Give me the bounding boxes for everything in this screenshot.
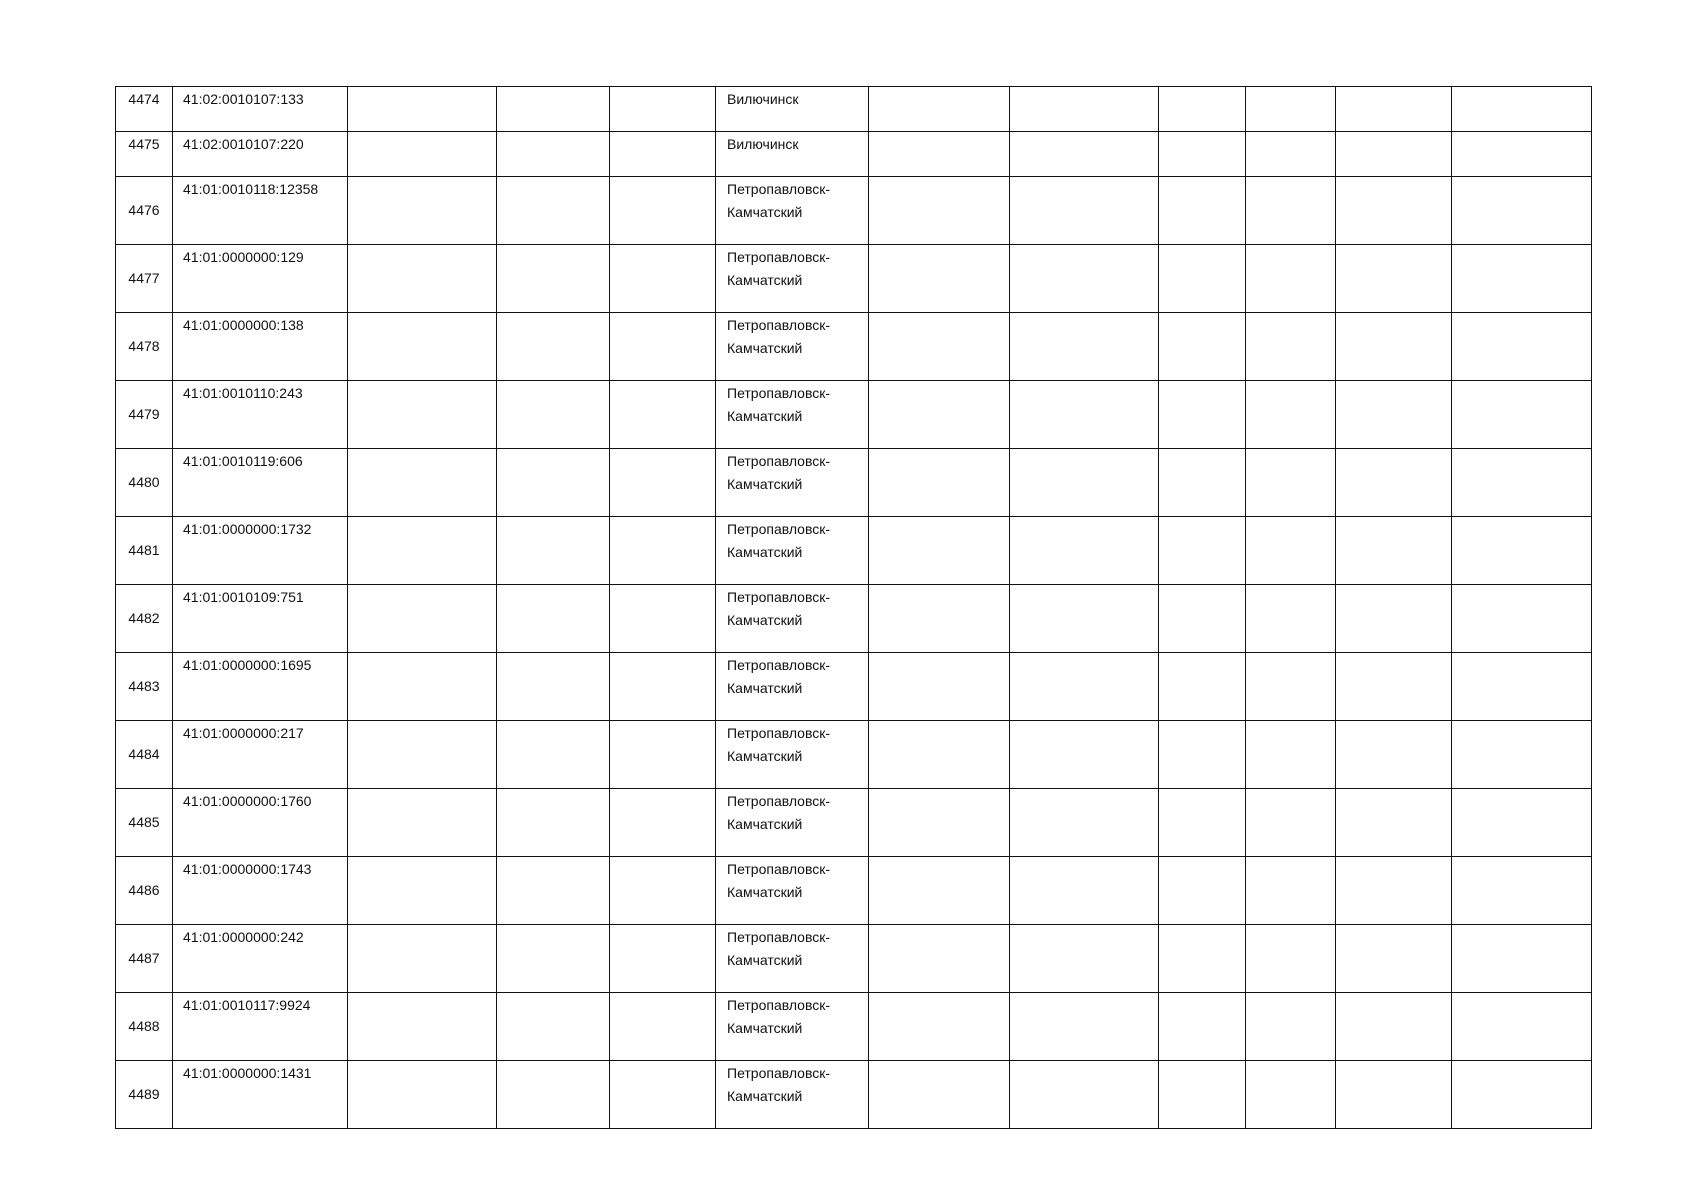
empty-cell bbox=[497, 585, 610, 653]
empty-cell bbox=[869, 789, 1010, 857]
city-cell: Петропавловск-Камчатский bbox=[716, 789, 869, 857]
empty-cell bbox=[869, 721, 1010, 789]
empty-cell bbox=[1336, 381, 1452, 449]
empty-cell bbox=[1010, 381, 1159, 449]
table-row bbox=[116, 993, 1592, 1061]
table-row bbox=[116, 449, 1592, 517]
row-number: 4485 bbox=[116, 789, 173, 857]
empty-cell bbox=[1452, 517, 1592, 585]
empty-cell bbox=[1336, 313, 1452, 381]
cadastral-number-cell: 41:01:0000000:217 bbox=[173, 721, 348, 789]
cadastral-number-cell: 41:01:0000000:1732 bbox=[173, 517, 348, 585]
empty-cell bbox=[1159, 585, 1246, 653]
empty-cell bbox=[1010, 245, 1159, 313]
empty-cell bbox=[869, 381, 1010, 449]
city-cell: Петропавловск-Камчатский bbox=[716, 993, 869, 1061]
empty-cell bbox=[869, 313, 1010, 381]
table-row bbox=[116, 857, 1592, 925]
empty-cell bbox=[348, 381, 497, 449]
table-row bbox=[116, 245, 1592, 313]
empty-cell bbox=[1452, 87, 1592, 132]
table-row bbox=[116, 789, 1592, 857]
empty-cell bbox=[610, 381, 716, 449]
empty-cell bbox=[869, 449, 1010, 517]
city-cell: Петропавловск-Камчатский bbox=[716, 1061, 869, 1129]
empty-cell bbox=[1159, 449, 1246, 517]
cadastral-number-cell: 41:01:0000000:138 bbox=[173, 313, 348, 381]
empty-cell bbox=[497, 87, 610, 132]
empty-cell bbox=[1452, 313, 1592, 381]
empty-cell bbox=[1010, 925, 1159, 993]
empty-cell bbox=[348, 585, 497, 653]
row-number: 4474 bbox=[116, 87, 173, 132]
empty-cell bbox=[1159, 653, 1246, 721]
empty-cell bbox=[1159, 313, 1246, 381]
empty-cell bbox=[497, 313, 610, 381]
city-cell: Петропавловск-Камчатский bbox=[716, 925, 869, 993]
empty-cell bbox=[348, 789, 497, 857]
empty-cell bbox=[348, 313, 497, 381]
empty-cell bbox=[869, 585, 1010, 653]
cadastral-number-cell: 41:01:0000000:1695 bbox=[173, 653, 348, 721]
empty-cell bbox=[1246, 449, 1336, 517]
empty-cell bbox=[1452, 132, 1592, 177]
empty-cell bbox=[869, 517, 1010, 585]
empty-cell bbox=[497, 177, 610, 245]
empty-cell bbox=[610, 789, 716, 857]
city-cell: Петропавловск-Камчатский bbox=[716, 585, 869, 653]
cadastral-number-cell: 41:01:0010118:12358 bbox=[173, 177, 348, 245]
empty-cell bbox=[1452, 925, 1592, 993]
empty-cell bbox=[869, 653, 1010, 721]
empty-cell bbox=[1336, 789, 1452, 857]
empty-cell bbox=[1246, 313, 1336, 381]
empty-cell bbox=[610, 449, 716, 517]
city-cell: Петропавловск-Камчатский bbox=[716, 313, 869, 381]
empty-cell bbox=[1452, 721, 1592, 789]
empty-cell bbox=[1246, 517, 1336, 585]
cadastral-number-cell: 41:01:0010109:751 bbox=[173, 585, 348, 653]
empty-cell bbox=[1336, 517, 1452, 585]
table-row bbox=[116, 721, 1592, 789]
empty-cell bbox=[869, 1061, 1010, 1129]
empty-cell bbox=[497, 381, 610, 449]
empty-cell bbox=[1452, 993, 1592, 1061]
row-number: 4477 bbox=[116, 245, 173, 313]
empty-cell bbox=[1159, 857, 1246, 925]
empty-cell bbox=[1336, 925, 1452, 993]
table-row bbox=[116, 132, 1592, 177]
city-cell: Петропавловск-Камчатский bbox=[716, 177, 869, 245]
empty-cell bbox=[1159, 789, 1246, 857]
table-body bbox=[116, 87, 1592, 1129]
empty-cell bbox=[1159, 517, 1246, 585]
empty-cell bbox=[1336, 585, 1452, 653]
empty-cell bbox=[348, 857, 497, 925]
table-row bbox=[116, 517, 1592, 585]
empty-cell bbox=[1246, 245, 1336, 313]
empty-cell bbox=[1010, 789, 1159, 857]
empty-cell bbox=[1336, 449, 1452, 517]
empty-cell bbox=[1159, 925, 1246, 993]
empty-cell bbox=[348, 177, 497, 245]
empty-cell bbox=[1010, 721, 1159, 789]
row-number: 4480 bbox=[116, 449, 173, 517]
table-row bbox=[116, 925, 1592, 993]
empty-cell bbox=[1452, 653, 1592, 721]
empty-cell bbox=[1159, 381, 1246, 449]
empty-cell bbox=[1336, 653, 1452, 721]
empty-cell bbox=[497, 245, 610, 313]
empty-cell bbox=[1336, 1061, 1452, 1129]
empty-cell bbox=[1010, 857, 1159, 925]
empty-cell bbox=[1010, 313, 1159, 381]
empty-cell bbox=[497, 993, 610, 1061]
empty-cell bbox=[1452, 1061, 1592, 1129]
empty-cell bbox=[1159, 1061, 1246, 1129]
row-number: 4478 bbox=[116, 313, 173, 381]
empty-cell bbox=[1336, 721, 1452, 789]
empty-cell bbox=[497, 925, 610, 993]
row-number: 4482 bbox=[116, 585, 173, 653]
empty-cell bbox=[497, 132, 610, 177]
row-number: 4487 bbox=[116, 925, 173, 993]
empty-cell bbox=[610, 245, 716, 313]
empty-cell bbox=[1452, 381, 1592, 449]
empty-cell bbox=[1336, 177, 1452, 245]
empty-cell bbox=[348, 653, 497, 721]
empty-cell bbox=[1159, 177, 1246, 245]
empty-cell bbox=[1010, 993, 1159, 1061]
empty-cell bbox=[497, 653, 610, 721]
empty-cell bbox=[869, 245, 1010, 313]
row-number: 4484 bbox=[116, 721, 173, 789]
row-number: 4489 bbox=[116, 1061, 173, 1129]
empty-cell bbox=[610, 653, 716, 721]
empty-cell bbox=[869, 132, 1010, 177]
empty-cell bbox=[610, 132, 716, 177]
empty-cell bbox=[1159, 245, 1246, 313]
empty-cell bbox=[497, 517, 610, 585]
empty-cell bbox=[1246, 721, 1336, 789]
table-row bbox=[116, 313, 1592, 381]
empty-cell bbox=[348, 925, 497, 993]
empty-cell bbox=[1336, 132, 1452, 177]
table-row bbox=[116, 653, 1592, 721]
empty-cell bbox=[1336, 245, 1452, 313]
empty-cell bbox=[348, 1061, 497, 1129]
city-cell: Вилючинск bbox=[716, 87, 869, 132]
cadastral-number-cell: 41:02:0010107:133 bbox=[173, 87, 348, 132]
empty-cell bbox=[1452, 789, 1592, 857]
empty-cell bbox=[1159, 132, 1246, 177]
row-number: 4481 bbox=[116, 517, 173, 585]
empty-cell bbox=[1452, 177, 1592, 245]
empty-cell bbox=[869, 177, 1010, 245]
empty-cell bbox=[1010, 1061, 1159, 1129]
empty-cell bbox=[610, 925, 716, 993]
table-row bbox=[116, 177, 1592, 245]
empty-cell bbox=[348, 132, 497, 177]
empty-cell bbox=[1010, 585, 1159, 653]
city-cell: Петропавловск-Камчатский bbox=[716, 721, 869, 789]
empty-cell bbox=[1246, 585, 1336, 653]
empty-cell bbox=[610, 87, 716, 132]
empty-cell bbox=[1452, 449, 1592, 517]
empty-cell bbox=[610, 1061, 716, 1129]
cadastral-number-cell: 41:01:0010110:243 bbox=[173, 381, 348, 449]
row-number: 4476 bbox=[116, 177, 173, 245]
empty-cell bbox=[610, 721, 716, 789]
empty-cell bbox=[1246, 132, 1336, 177]
empty-cell bbox=[1336, 87, 1452, 132]
empty-cell bbox=[869, 857, 1010, 925]
cadastral-number-cell: 41:01:0000000:1431 bbox=[173, 1061, 348, 1129]
empty-cell bbox=[1010, 517, 1159, 585]
cadastral-number-cell: 41:01:0000000:1760 bbox=[173, 789, 348, 857]
empty-cell bbox=[348, 517, 497, 585]
empty-cell bbox=[1246, 177, 1336, 245]
row-number: 4488 bbox=[116, 993, 173, 1061]
table-row bbox=[116, 585, 1592, 653]
empty-cell bbox=[1246, 653, 1336, 721]
empty-cell bbox=[1336, 857, 1452, 925]
empty-cell bbox=[1159, 721, 1246, 789]
empty-cell bbox=[348, 993, 497, 1061]
empty-cell bbox=[497, 789, 610, 857]
empty-cell bbox=[610, 857, 716, 925]
cadastral-number-cell: 41:01:0000000:1743 bbox=[173, 857, 348, 925]
empty-cell bbox=[869, 87, 1010, 132]
table-row bbox=[116, 87, 1592, 132]
cadastral-number-cell: 41:02:0010107:220 bbox=[173, 132, 348, 177]
city-cell: Петропавловск-Камчатский bbox=[716, 449, 869, 517]
empty-cell bbox=[1246, 87, 1336, 132]
empty-cell bbox=[1010, 177, 1159, 245]
empty-cell bbox=[1246, 993, 1336, 1061]
empty-cell bbox=[610, 313, 716, 381]
empty-cell bbox=[497, 721, 610, 789]
row-number: 4483 bbox=[116, 653, 173, 721]
empty-cell bbox=[610, 517, 716, 585]
city-cell: Вилючинск bbox=[716, 132, 869, 177]
city-cell: Петропавловск-Камчатский bbox=[716, 245, 869, 313]
empty-cell bbox=[348, 721, 497, 789]
empty-cell bbox=[869, 993, 1010, 1061]
registry-table bbox=[115, 86, 1592, 1129]
empty-cell bbox=[1010, 87, 1159, 132]
empty-cell bbox=[1246, 925, 1336, 993]
empty-cell bbox=[1246, 857, 1336, 925]
empty-cell bbox=[497, 449, 610, 517]
empty-cell bbox=[1010, 653, 1159, 721]
empty-cell bbox=[1159, 993, 1246, 1061]
empty-cell bbox=[497, 1061, 610, 1129]
row-number: 4475 bbox=[116, 132, 173, 177]
empty-cell bbox=[1336, 993, 1452, 1061]
empty-cell bbox=[610, 993, 716, 1061]
cadastral-number-cell: 41:01:0010117:9924 bbox=[173, 993, 348, 1061]
row-number: 4486 bbox=[116, 857, 173, 925]
empty-cell bbox=[1452, 245, 1592, 313]
empty-cell bbox=[1246, 381, 1336, 449]
empty-cell bbox=[348, 245, 497, 313]
empty-cell bbox=[1246, 1061, 1336, 1129]
cadastral-number-cell: 41:01:0000000:242 bbox=[173, 925, 348, 993]
empty-cell bbox=[1452, 857, 1592, 925]
empty-cell bbox=[610, 177, 716, 245]
row-number: 4479 bbox=[116, 381, 173, 449]
empty-cell bbox=[348, 87, 497, 132]
empty-cell bbox=[1246, 789, 1336, 857]
empty-cell bbox=[1010, 449, 1159, 517]
cadastral-number-cell: 41:01:0000000:129 bbox=[173, 245, 348, 313]
empty-cell bbox=[869, 925, 1010, 993]
empty-cell bbox=[610, 585, 716, 653]
city-cell: Петропавловск-Камчатский bbox=[716, 653, 869, 721]
cadastral-number-cell: 41:01:0010119:606 bbox=[173, 449, 348, 517]
table-row bbox=[116, 381, 1592, 449]
empty-cell bbox=[1452, 585, 1592, 653]
city-cell: Петропавловск-Камчатский bbox=[716, 381, 869, 449]
empty-cell bbox=[1159, 87, 1246, 132]
empty-cell bbox=[1010, 132, 1159, 177]
table-row bbox=[116, 1061, 1592, 1129]
empty-cell bbox=[348, 449, 497, 517]
city-cell: Петропавловск-Камчатский bbox=[716, 517, 869, 585]
city-cell: Петропавловск-Камчатский bbox=[716, 857, 869, 925]
empty-cell bbox=[497, 857, 610, 925]
